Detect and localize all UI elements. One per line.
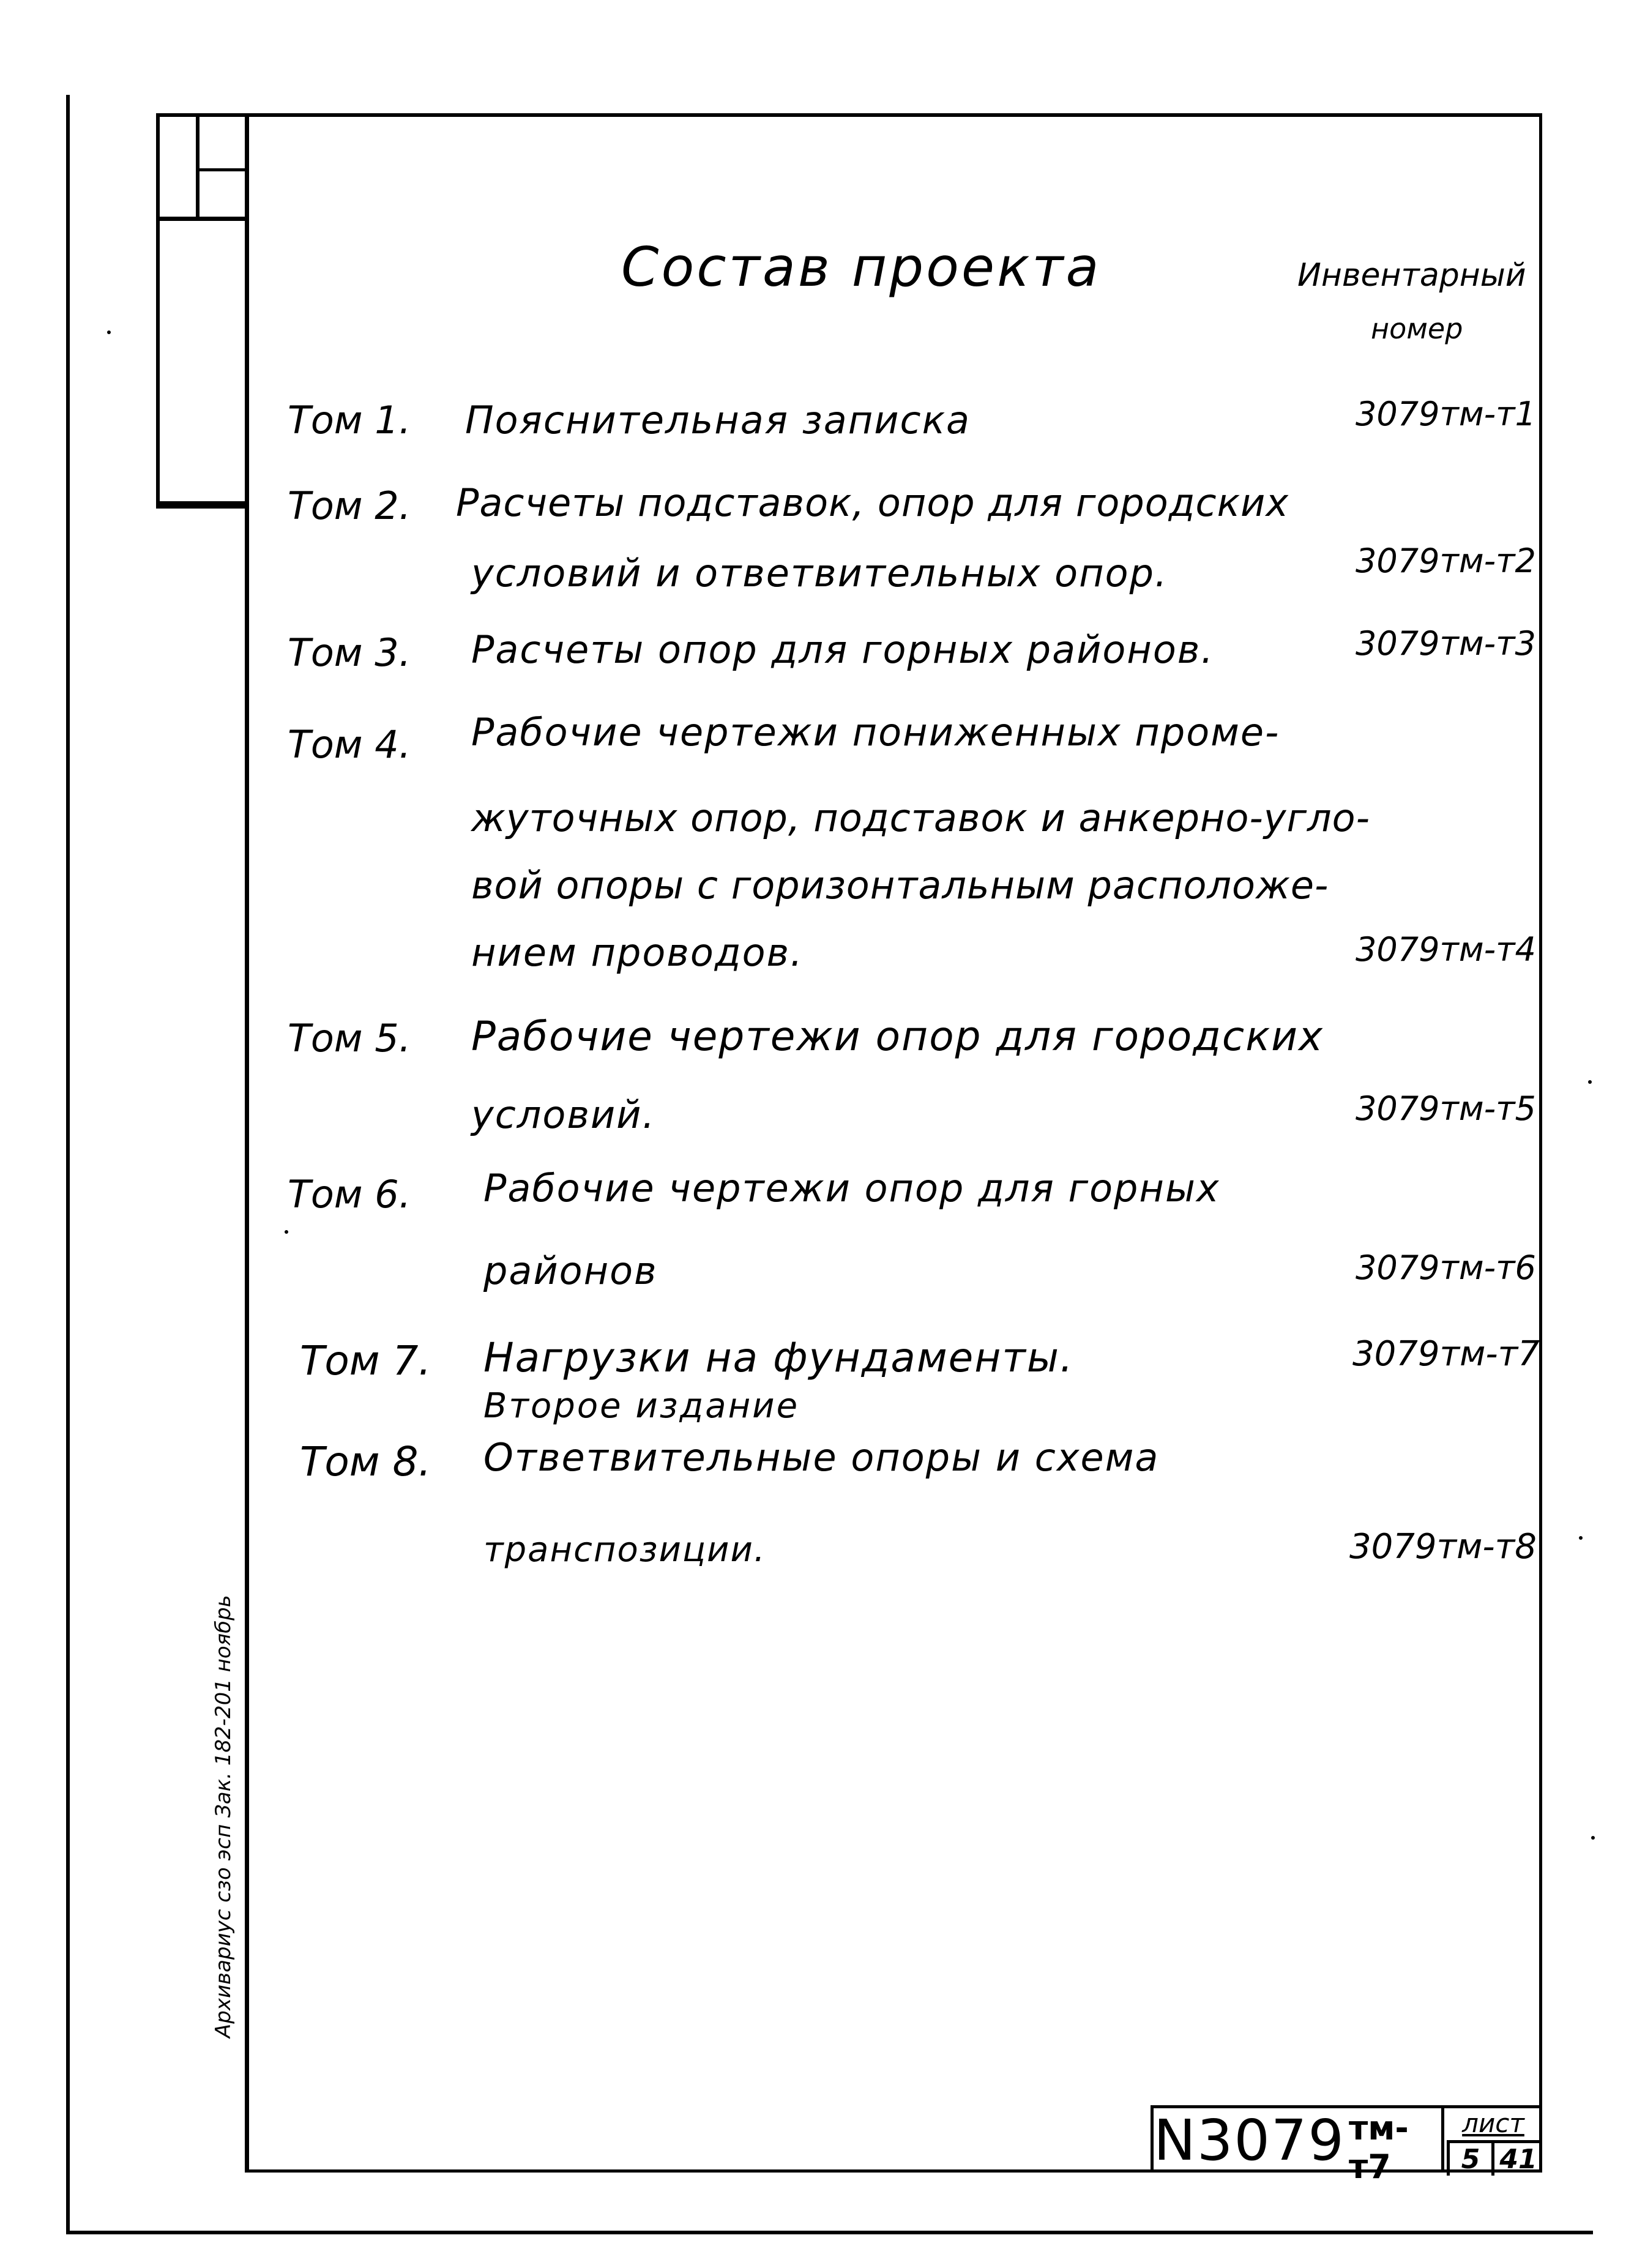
volume-7-line-2: Второе издание [483, 1386, 800, 1426]
volume-7-code: 3079тм-т7 [1352, 1334, 1540, 1374]
sheets-total: 41 [1494, 2140, 1542, 2176]
volume-1-line-1: Пояснительная записка [465, 398, 971, 442]
inventory-header-line1: Инвентарный [1297, 257, 1526, 294]
volume-3-code: 3079тм-т3 [1356, 624, 1536, 663]
corner-box-upper [156, 113, 248, 220]
volume-7-line-1: Нагрузки на фундаменты. [483, 1334, 1074, 1381]
corner-box-lower [156, 217, 248, 505]
volume-8-line-2: транспозиции. [483, 1530, 766, 1570]
volume-2-line-1: Расчеты подставок, опор для городских [456, 480, 1289, 525]
volume-7-label: Том 7. [300, 1337, 431, 1384]
volume-5-code: 3079тм-т5 [1356, 1089, 1536, 1128]
volume-3-line-1: Расчеты опор для горных районов. [471, 627, 1215, 672]
volume-4-line-3: вой опоры с горизонтальным расположе- [471, 863, 1329, 908]
volume-2-label: Том 2. [288, 483, 411, 528]
volume-4-label: Том 4. [288, 722, 411, 767]
volume-2-line-2: условий и ответвительных опор. [471, 551, 1168, 595]
volume-5-line-1: Рабочие чертежи опор для городских [471, 1013, 1324, 1060]
scan-speck [1588, 1080, 1592, 1084]
volume-6-code: 3079тм-т6 [1356, 1248, 1536, 1287]
left-margin-line [66, 95, 70, 2234]
volume-3-label: Том 3. [288, 630, 411, 675]
corner-box-extension [156, 505, 248, 509]
scan-speck [1591, 1836, 1595, 1840]
volume-1-code: 3079тм-т1 [1356, 395, 1536, 433]
stamp-number: N3079 [1154, 2108, 1345, 2173]
scan-speck [285, 1230, 288, 1234]
scan-speck [107, 330, 111, 334]
volume-6-line-1: Рабочие чертежи опор для горных [483, 1166, 1220, 1210]
corner-box-divider [196, 113, 200, 220]
volume-4-line-1: Рабочие чертежи пониженных проме- [471, 710, 1280, 755]
volume-6-label: Том 6. [288, 1172, 411, 1217]
volume-4-code: 3079тм-т4 [1356, 930, 1536, 969]
bottom-margin-line [66, 2231, 1593, 2234]
volume-5-line-2: условий. [471, 1092, 656, 1137]
volume-8-code: 3079тм-т8 [1349, 1527, 1537, 1567]
volume-4-line-4: нием проводов. [471, 930, 804, 975]
volume-5-label: Том 5. [288, 1016, 411, 1061]
sheet-number: 5 [1447, 2140, 1494, 2176]
scan-speck [1579, 1536, 1583, 1540]
page-title: Состав проекта [621, 236, 1102, 299]
volume-1-label: Том 1. [288, 398, 411, 442]
volume-4-line-2: жуточных опор, подставок и анкерно-угло- [471, 796, 1370, 840]
sheet-label: лист [1462, 2108, 1524, 2138]
stamp-suffix: тм-т7 [1348, 2108, 1409, 2186]
document-stamp [1151, 2105, 1542, 2186]
archive-side-note: Архивариус сзо эсп Зак. 182-201 ноябрь [211, 1595, 236, 2038]
stamp-sheet-box [1444, 2105, 1542, 2173]
inventory-header-line2: номер [1371, 312, 1463, 345]
stamp-number-box [1151, 2105, 1444, 2186]
volume-8-label: Том 8. [300, 1438, 431, 1485]
volume-6-line-2: районов [483, 1248, 658, 1293]
volume-8-line-1: Ответвительные опоры и схема [483, 1435, 1160, 1480]
corner-box-divider-h [196, 168, 248, 171]
volume-2-code: 3079тм-т2 [1356, 542, 1536, 580]
